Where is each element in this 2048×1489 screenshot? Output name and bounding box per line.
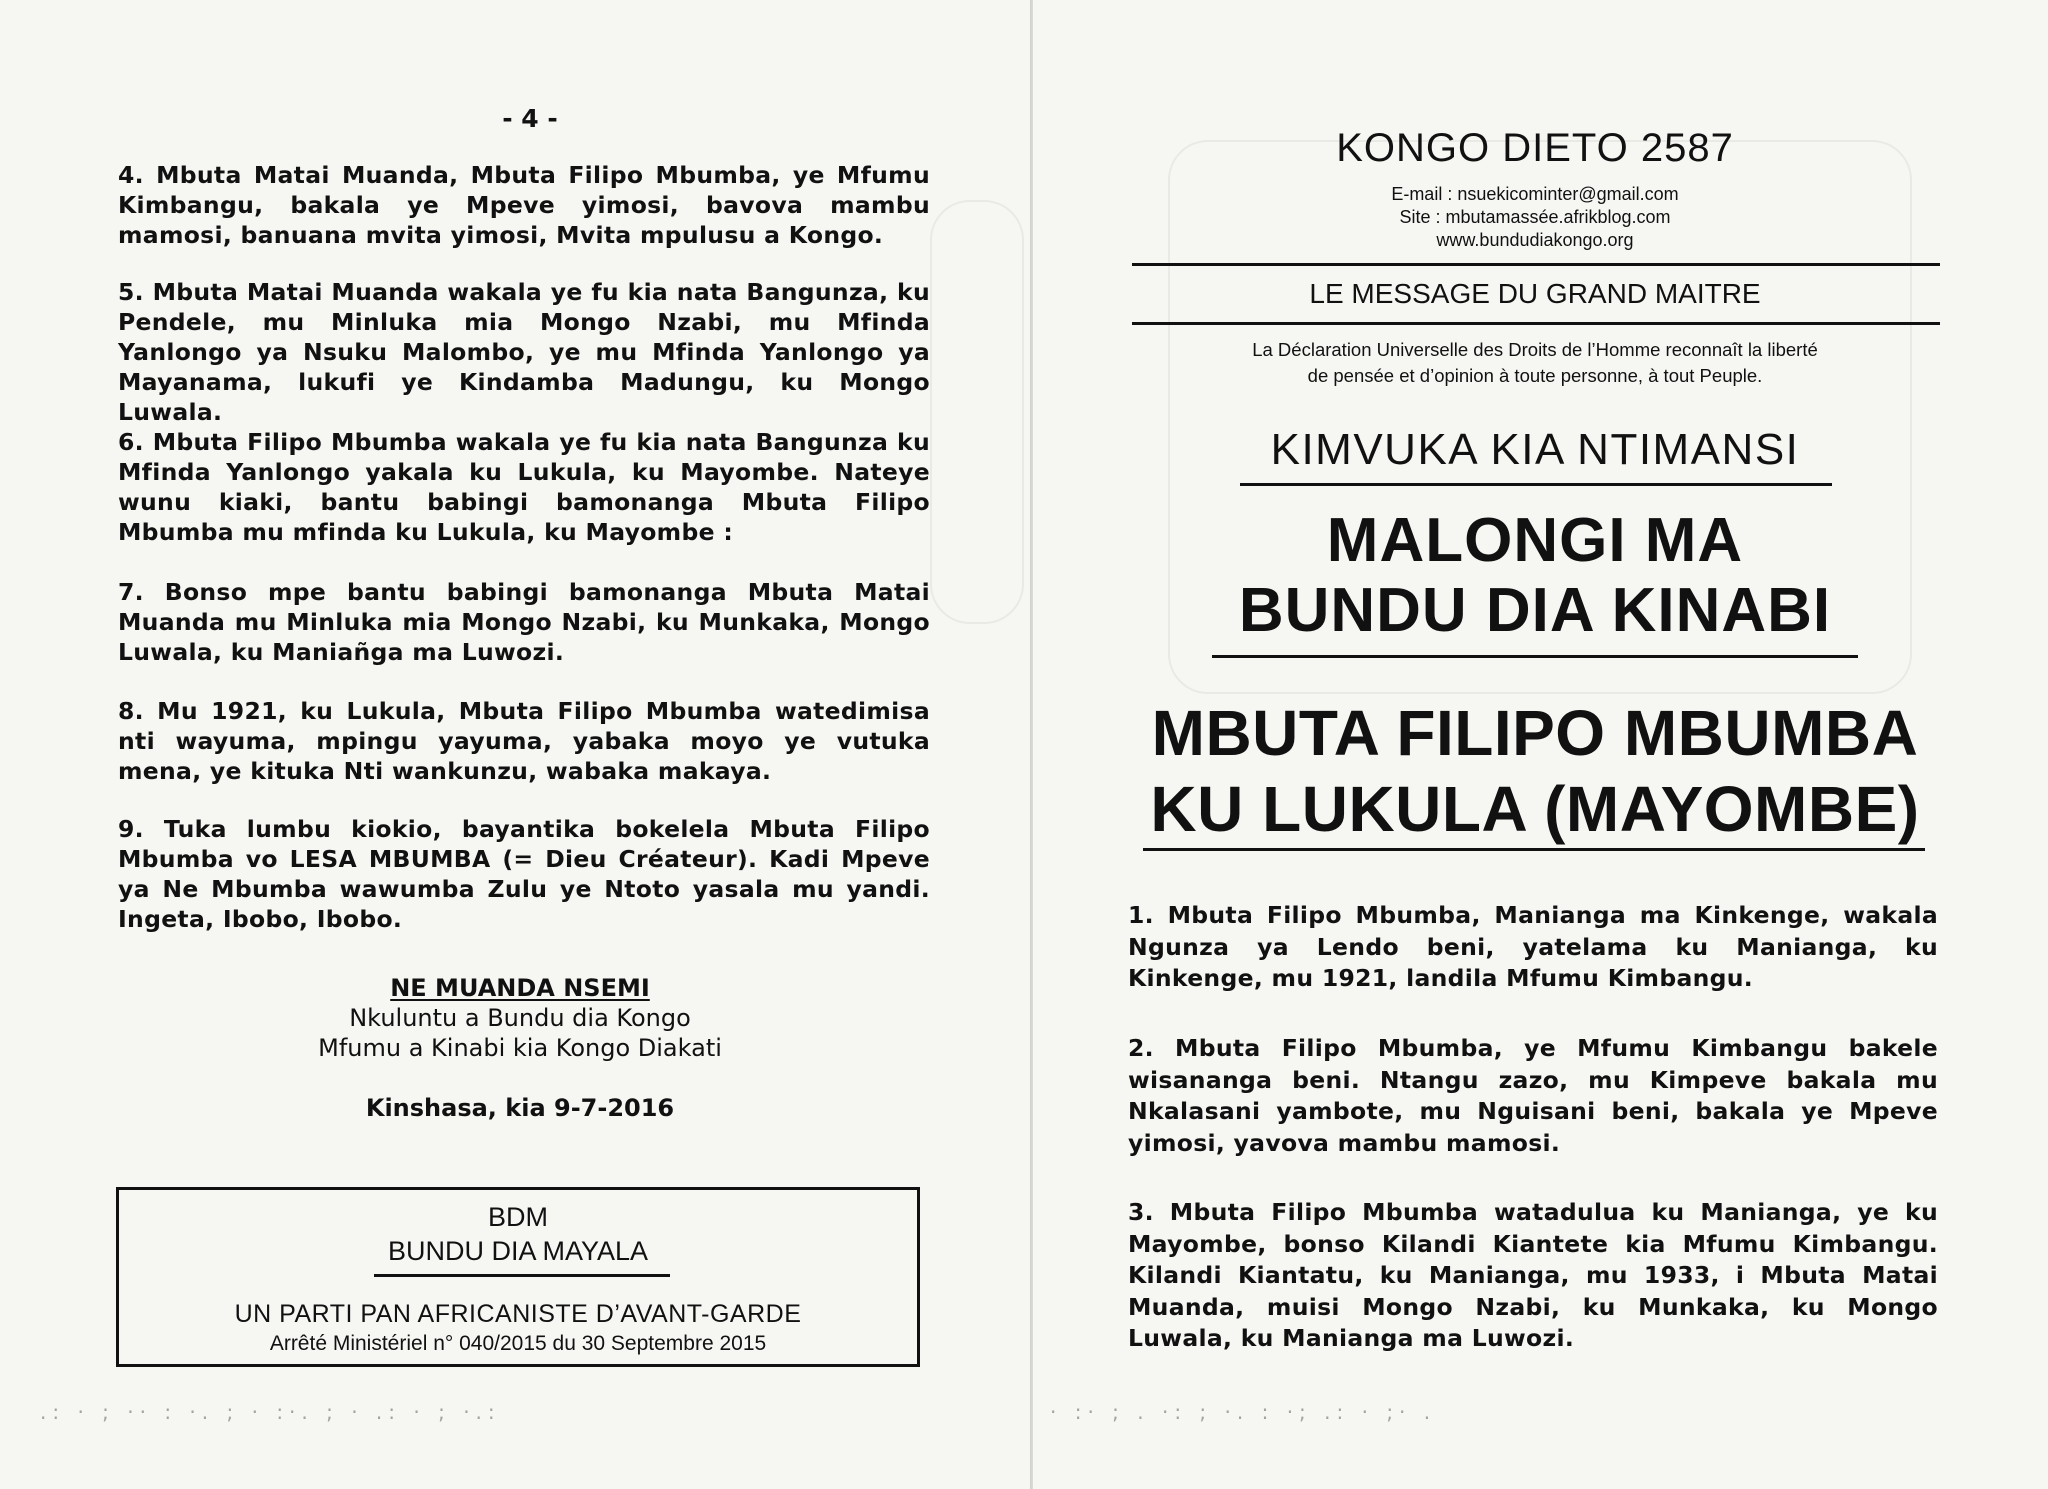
main-title-underline xyxy=(1143,848,1925,851)
scan-specks-right: · :· ; . ·: ; ·. : ·; .: · ;· . xyxy=(1050,1400,1437,1424)
top-rule xyxy=(1132,263,1940,266)
signatory-name: NE MUANDA NSEMI xyxy=(390,974,650,1002)
declaration-line-1: La Déclaration Universelle des Droits de l’Homme reconnaît la liberté xyxy=(1252,339,1818,360)
left-paragraph-9: 9. Tuka lumbu kiokio, bayantika bokelela Mbuta Filipo Mbumba vo LESA MBUMBA (= Dieu Créateur). Kadi Mpeve ya Ne Mbumba wawumba Zulu ye Ntoto yasala mu yandi. Ingeta, Ibobo, Ibobo. xyxy=(118,815,930,933)
signatory-title-2: Mfumu a Kinabi kia Kongo Diakati xyxy=(318,1034,722,1062)
right-paragraph-2: 2. Mbuta Filipo Mbumba, ye Mfumu Kimbangu bakele wisananga beni. Ntangu zazo, mu Kimpeve bakala mu Nkalasani yambote, mu Nguisani beni, bakala ye Mpeve yimosi, yavova mambu mamosi. xyxy=(1128,1034,1938,1157)
kimvuka-title: KIMVUKA KIA NTIMANSI xyxy=(1270,425,1800,474)
bdm-underline xyxy=(374,1274,670,1277)
kimvuka-underline xyxy=(1240,483,1832,486)
left-paragraph-7: 7. Bonso mpe bantu babingi bamonanga Mbuta Matai Muanda mu Minluka mia Mongo Nzabi, ku Munkaka, Mongo Luwala, ku Maniañga ma Luwozi. xyxy=(118,578,930,666)
signature-block xyxy=(240,973,800,1123)
left-paragraph-4: 4. Mbuta Matai Muanda, Mbuta Filipo Mbumba, ye Mfumu Kimbangu, bakala ye Mpeve yimosi, bavova mambu mamosi, banuana mvita yimosi, Mvita mpulusu a Kongo. xyxy=(118,161,930,249)
bdm-full-name: BUNDU DIA MAYALA xyxy=(387,1236,649,1266)
message-title: LE MESSAGE DU GRAND MAITRE xyxy=(1309,278,1761,309)
left-paragraph-6: 6. Mbuta Filipo Mbumba wakala ye fu kia nata Bangunza ku Mfinda Yanlongo yakala ku Lukula, ku Mayombe. Nateye wunu kiaki, bantu babingi bamonanga Mbuta Filipo Mbumba mu mfinda ku Lukula, ku Mayombe : xyxy=(118,428,930,546)
contact-site-2: www.bundudiakongo.org xyxy=(1436,230,1634,250)
middle-rule xyxy=(1132,322,1940,325)
declaration-line-2: de pensée et d’opinion à toute personne, à tout Peuple. xyxy=(1307,365,1763,386)
bdm-party: UN PARTI PAN AFRICANISTE D’AVANT-GARDE xyxy=(234,1300,802,1328)
bdm-acronym: BDM xyxy=(488,1202,548,1232)
left-paragraph-5: 5. Mbuta Matai Muanda wakala ye fu kia nata Bangunza, ku Pendele, mu Minluka mia Mongo Nzabi, mu Mfinda Yanlongo ya Nsuku Malombo, ye mu Mfinda Yanlongo ya Mayanama, lukufi ye Kindamba Madungu, ku Mongo Luwala. xyxy=(118,278,930,426)
page-number: - 4 - xyxy=(502,104,558,133)
bleed-through-shape xyxy=(930,200,1024,624)
malongi-line-1: MALONGI MA xyxy=(1326,506,1744,575)
left-paragraph-8: 8. Mu 1921, ku Lukula, Mbuta Filipo Mbumba watedimisa nti wayuma, mpingu yayuma, yabaka moyo ye vutuka mena, ye kituka Nti wankunzu, wabaka makaya. xyxy=(118,697,930,785)
main-title xyxy=(1120,695,1950,847)
main-title-line-2: KU LUKULA (MAYOMBE) xyxy=(1150,773,1920,845)
malongi-line-2: BUNDU DIA KINABI xyxy=(1238,576,1832,645)
place-date: Kinshasa, kia 9-7-2016 xyxy=(365,1094,675,1122)
bdm-box xyxy=(116,1187,920,1367)
declaration-text xyxy=(1130,337,1940,389)
contact-site: Site : mbutamassée.afrikblog.com xyxy=(1399,207,1671,227)
contact-email: E-mail : nsuekicominter@gmail.com xyxy=(1391,184,1679,204)
malongi-underline xyxy=(1212,655,1858,658)
malongi-title xyxy=(1150,506,1920,646)
right-paragraph-3: 3. Mbuta Filipo Mbumba watadulua ku Manianga, ye ku Mayombe, bonso Kilandi Kiantete kia Mfumu Kimbangu. Kilandi Kiantatu, ku Manianga, mu 1933, i Mbuta Matai Muanda, muisi Mongo Nzabi, ku Munkaka, ku Mongo Luwala, ku Manianga ma Luwozi. xyxy=(1128,1198,1938,1352)
main-title-line-1: MBUTA FILIPO MBUMBA xyxy=(1151,697,1919,769)
bdm-arrete: Arrêté Ministériel n° 040/2015 du 30 Septembre 2015 xyxy=(269,1332,767,1355)
newsletter-header: KONGO DIETO 2587 xyxy=(1336,126,1734,170)
right-paragraph-1: 1. Mbuta Filipo Mbumba, Manianga ma Kinkenge, wakala Ngunza ya Lendo beni, yatelama ku Manianga, ku Kinkenge, mu 1921, landila Mfumu Kimbangu. xyxy=(1128,901,1938,992)
scan-specks-left: .: · ; ·· : ·. ; · :·. ; · .: · ; ·.: xyxy=(40,1400,501,1424)
signatory-title-1: Nkuluntu a Bundu dia Kongo xyxy=(349,1004,691,1032)
